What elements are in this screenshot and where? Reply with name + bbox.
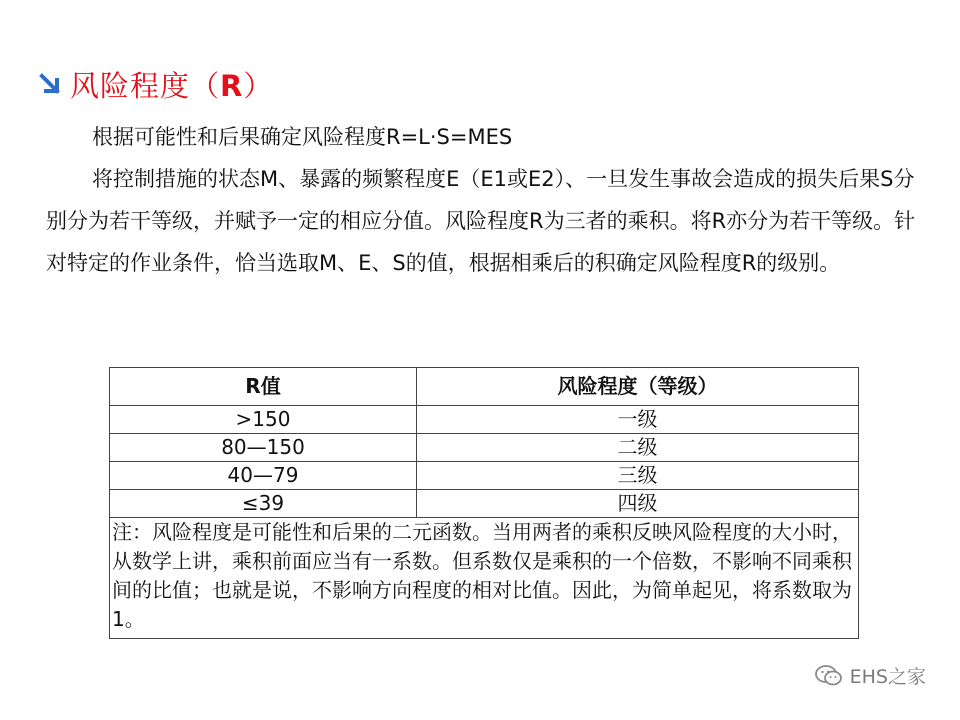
table-note: 注：风险程度是可能性和后果的二元函数。当用两者的乘积反映风险程度的大小时，从数学上讲，乘积前面应当有一系数。但系数仅是乘积的一个倍数，不影响不同乘积间的比值；也就是说，不影响方向程度的相对比值。因此，为简单起见，将系数取为1。	[110, 518, 859, 639]
slide-heading	[38, 64, 273, 105]
risk-level-cell: 四级	[417, 490, 859, 518]
r-value-cell: ≤39	[110, 490, 417, 518]
risk-level-table	[109, 367, 859, 639]
watermark-text: EHS之家	[849, 666, 926, 688]
column-header-r-value: R值	[110, 368, 417, 406]
formula-paragraph: 根据可能性和后果确定风险程度R=L·S=MES	[92, 125, 513, 149]
risk-level-cell: 一级	[417, 406, 859, 434]
column-header-risk-level: 风险程度（等级）	[417, 368, 859, 406]
r-value-cell: 80—150	[110, 434, 417, 462]
table-row	[110, 434, 859, 462]
r-value-cell: 40—79	[110, 462, 417, 490]
description-paragraph: 将控制措施的状态M、暴露的频繁程度E（E1或E2）、一旦发生事故会造成的损失后果S分别分为若干等级，并赋予一定的相应分值。风险程度R为三者的乘积。将R亦分为若干等级。针对特定的作业条件，恰当选取M、E、S的值，根据相乘后的积确定风险程度R的级别。	[46, 167, 916, 275]
table-row	[110, 462, 859, 490]
r-value-cell: >150	[110, 406, 417, 434]
watermark	[814, 662, 926, 689]
table-header-row	[110, 368, 859, 406]
risk-level-cell: 二级	[417, 434, 859, 462]
risk-level-cell: 三级	[417, 462, 859, 490]
arrow-down-right-icon	[38, 72, 64, 98]
table-row	[110, 490, 859, 518]
table-note-row	[110, 518, 859, 639]
table-row	[110, 406, 859, 434]
wechat-icon	[814, 664, 844, 688]
slide-title: 风险程度（R）	[70, 69, 274, 103]
